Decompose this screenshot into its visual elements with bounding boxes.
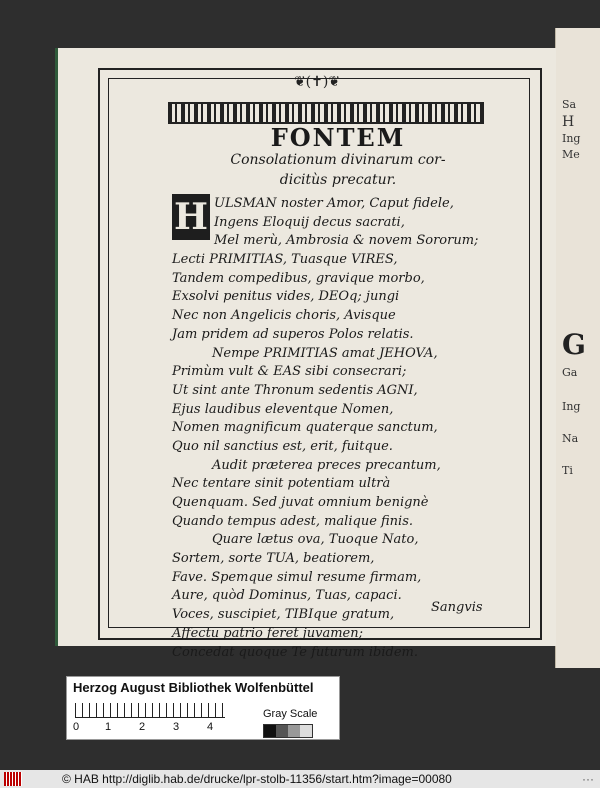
poem-line: Nec non Angelicis choris, Avisque	[172, 308, 396, 324]
library-name: Herzog August Bibliothek Wolfenbüttel	[73, 680, 314, 695]
catchword: Sangvis	[431, 600, 483, 615]
ruler-number: 4	[207, 721, 214, 733]
poem-line: Tandem compedibus, gravique morbo,	[172, 270, 425, 286]
facing-page-fragment: H	[562, 114, 575, 130]
ruler-number: 3	[173, 721, 180, 733]
facing-page-fragment: G	[562, 328, 586, 361]
poem-line: Ut sint ante Thronum sedentis AGNI,	[172, 382, 418, 398]
poem-line: Nec tentare sinit potentiam ultrà	[172, 476, 391, 492]
facing-page	[555, 28, 600, 668]
poem-line: Lecti PRIMITIAS, Tuasque VIRES,	[172, 252, 398, 268]
page-subtitle-line1: Consolationum divinarum cor-	[230, 152, 446, 168]
ruler-number: 0	[73, 721, 80, 733]
poem-line: Nempe PRIMITIAS amat JEHOVA,	[212, 345, 438, 361]
poem-line: Voces, suscipiet, TIBIque gratum,	[172, 607, 395, 623]
drop-cap: H	[173, 196, 208, 238]
facing-page-fragment: Ti	[562, 464, 573, 477]
ornamental-band	[168, 102, 484, 124]
viewer-footer	[0, 770, 600, 788]
poem-line: Affectu patrio feret juvamen;	[172, 625, 363, 641]
poem-line: Fave. Spemque simul resume firmam,	[172, 569, 422, 585]
poem-line: Sortem, sorte TUA, beatiorem,	[172, 551, 375, 567]
poem-body	[172, 195, 522, 662]
ruler-number: 1	[105, 721, 112, 733]
poem-line: Ejus laudibus eleventque Nomen,	[172, 401, 394, 417]
more-icon[interactable]: ···	[582, 772, 594, 786]
poem-line: Quo nil sanctius est, erit, fuitque.	[172, 438, 393, 454]
facing-page-fragment: Ing	[562, 400, 581, 413]
poem-line: ULSMAN noster Amor, Caput fidele,	[214, 196, 454, 211]
poem-line: Primùm vult & EAS sibi consecrari;	[172, 364, 407, 380]
library-scale-card	[66, 676, 340, 740]
poem-line: Quenquam. Sed juvat omnium benignè	[172, 495, 429, 510]
facing-page-fragment: Ga	[562, 366, 578, 379]
gray-scale-label: Gray Scale	[263, 708, 318, 720]
poem-line: Quare lætus ova, Tuoque Nato,	[212, 532, 419, 548]
poem-line: Jam pridem ad superos Polos relatis.	[172, 326, 414, 342]
poem-line: Quando tempus adest, malique finis.	[172, 513, 414, 529]
facing-page-fragment: Ing	[562, 132, 581, 145]
poem-line: Audit præterea preces precantum,	[212, 457, 441, 473]
poem-line: Nomen magnificum quaterque sanctum,	[172, 420, 438, 436]
hab-logo-icon	[4, 772, 22, 786]
poem-line: Exsolvi penitus vides, DEOq; jungi	[172, 289, 400, 305]
poem-line: Aure, quòd Dominus, Tuas, capaci.	[172, 588, 402, 604]
ruler-scale	[75, 703, 225, 718]
facing-page-fragment: Sa	[562, 98, 577, 111]
book-page	[58, 48, 556, 660]
footer-url[interactable]: © HAB http://diglib.hab.de/drucke/lpr-stolb-11356/start.htm?image=00080	[62, 772, 452, 786]
page-subtitle-line2: dicitùs precatur.	[279, 172, 397, 188]
poem-line: Concedat quoque Te futurum ibidem.	[172, 644, 419, 660]
poem-line: Ingens Eloquij decus sacrati,	[214, 214, 405, 230]
page-title: FONTEM	[270, 123, 406, 152]
poem-line: Mel merù, Ambrosia & novem Sororum;	[214, 233, 479, 249]
facing-page-fragment: Na	[562, 432, 579, 445]
cross-ornament-icon: ❦(✝)❦	[293, 74, 341, 90]
ruler-number: 2	[139, 721, 146, 733]
gray-scale-swatch	[263, 724, 313, 738]
facing-page-fragment: Me	[562, 148, 580, 161]
